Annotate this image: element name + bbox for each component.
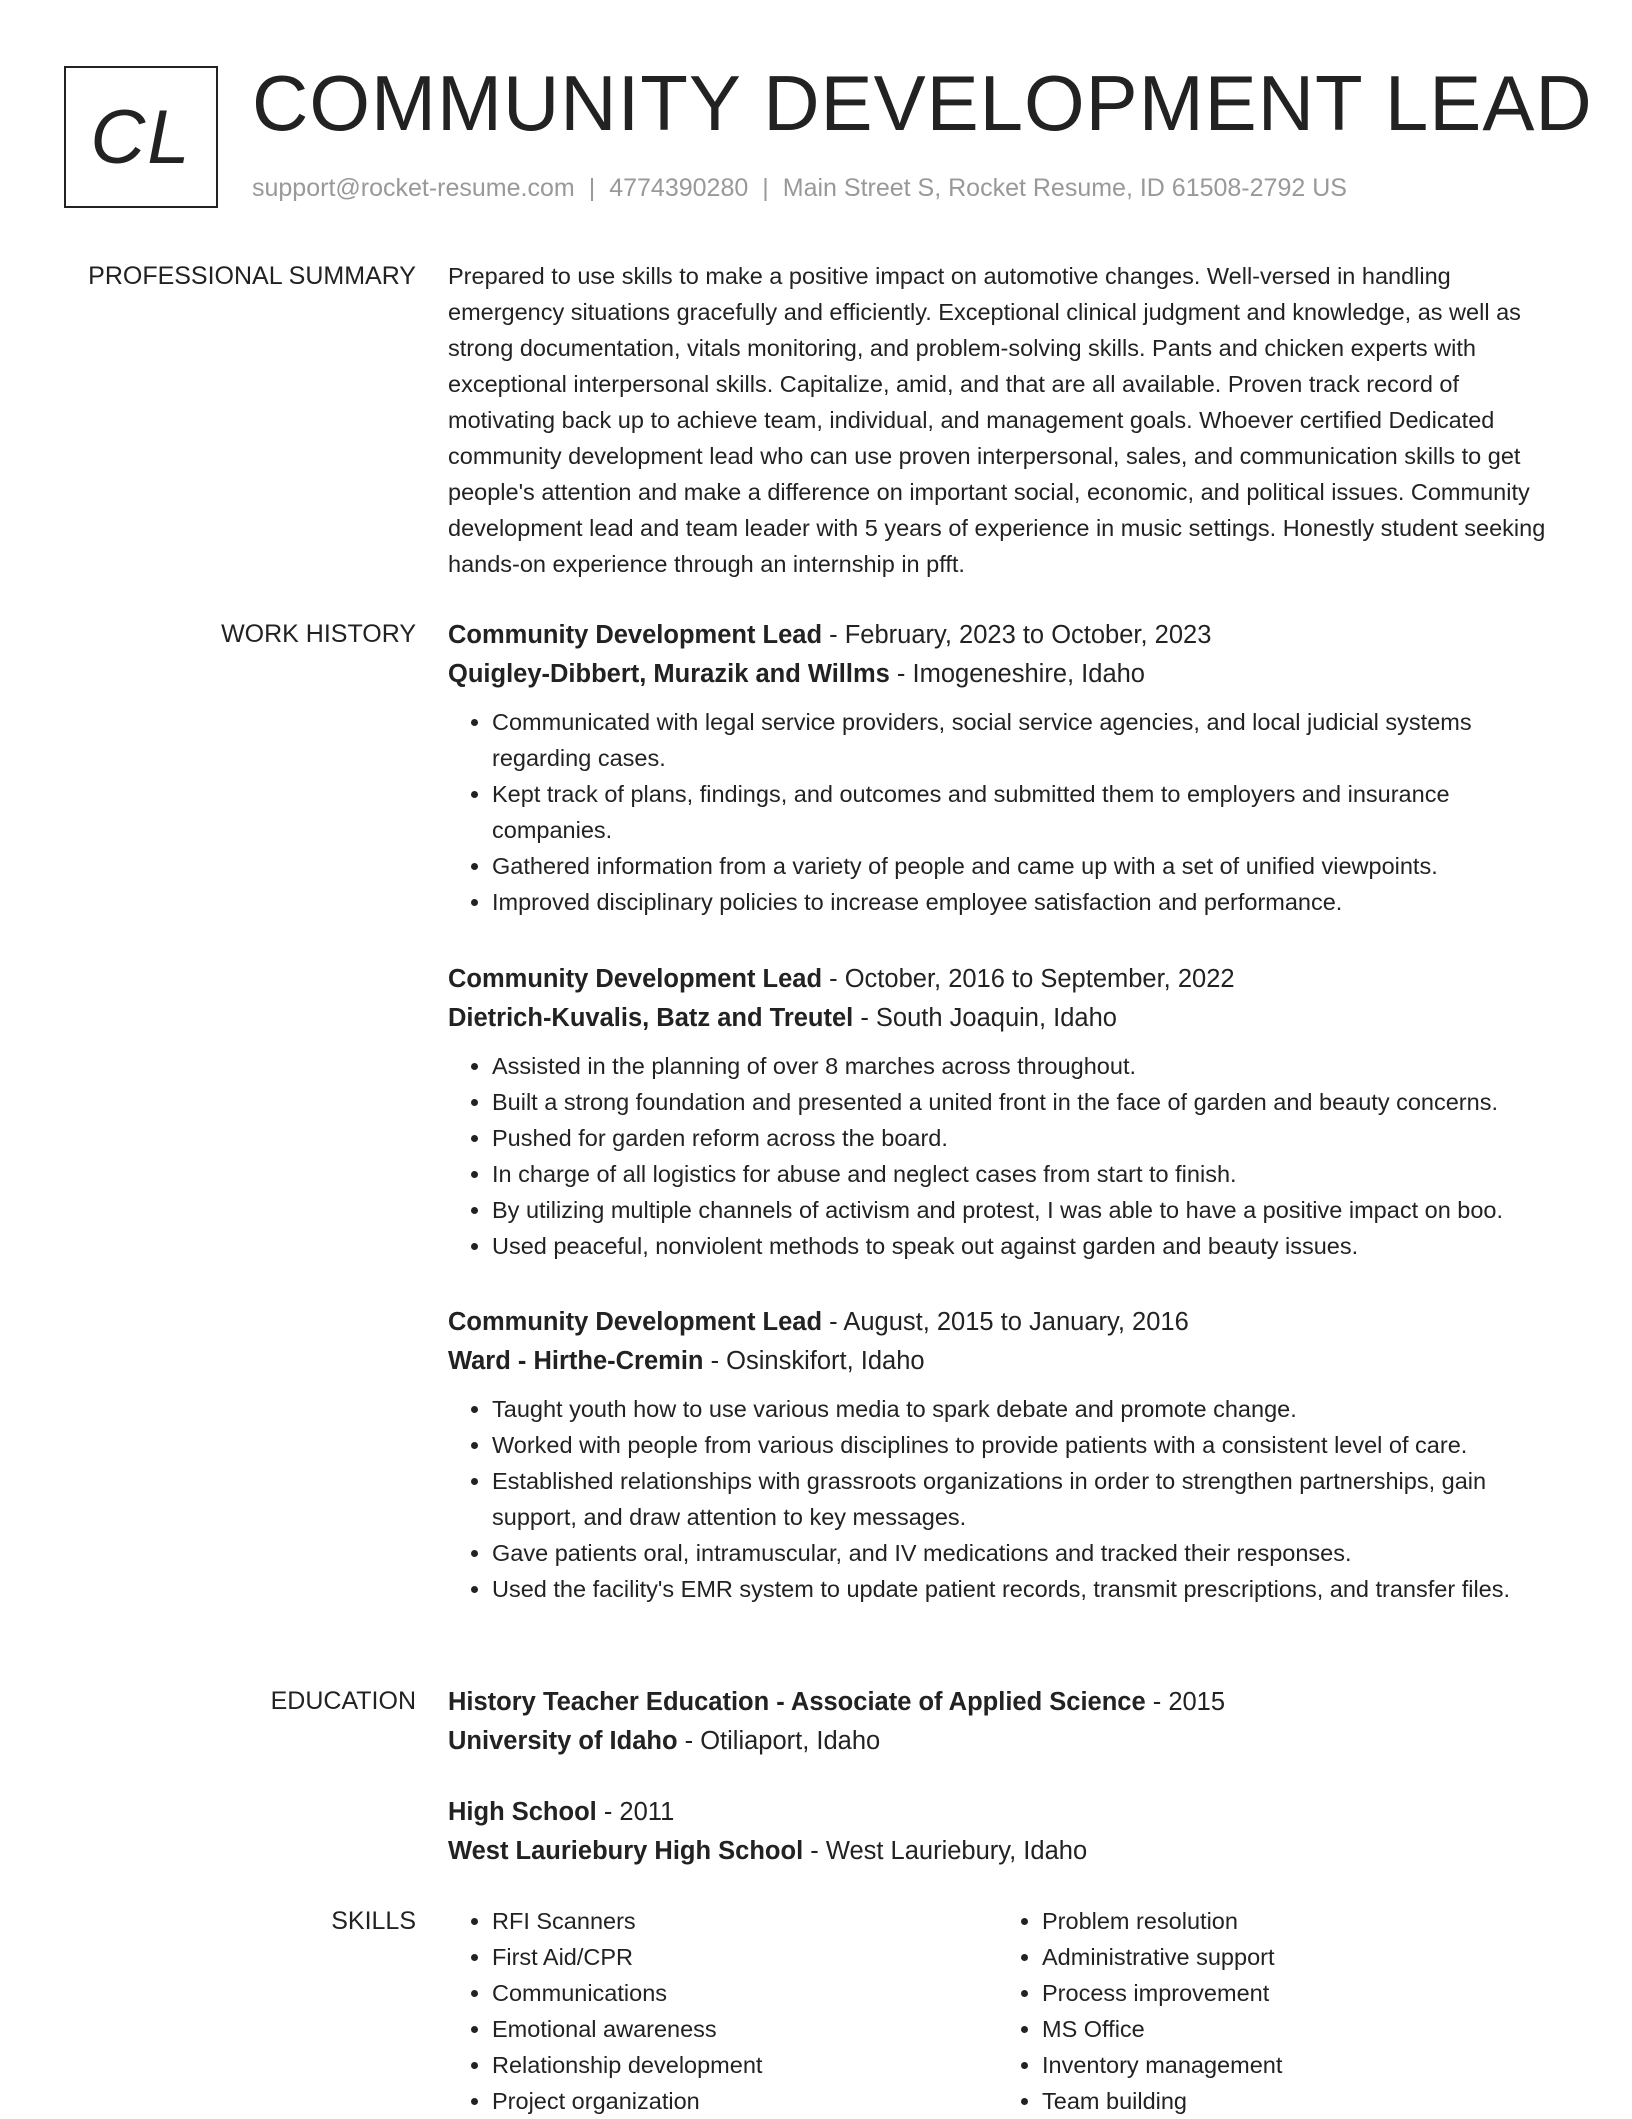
list-item: • Improved disciplinary policies to increase employee satisfaction and performance. xyxy=(492,884,1568,920)
initials: CL xyxy=(90,94,192,180)
contact-address: Main Street S, Rocket Resume, ID 61508-2792 US xyxy=(782,174,1347,202)
resume-name: COMMUNITY DEVELOPMENT LEAD xyxy=(252,59,1593,147)
job-dates: - February, 2023 to October, 2023 xyxy=(822,621,1212,649)
job-location: - Osinskifort, Idaho xyxy=(703,1347,925,1375)
section-label-summary: PROFESSIONAL SUMMARY xyxy=(88,262,416,290)
skills-column-left xyxy=(448,1903,998,2119)
list-item: • By utilizing multiple channels of activism and protest, I was able to have a positive impact on boo. xyxy=(492,1192,1568,1228)
list-item: • Project organization xyxy=(492,2083,998,2119)
list-item: • In charge of all logistics for abuse and neglect cases from start to finish. xyxy=(492,1156,1568,1192)
job-entry xyxy=(448,960,1568,1264)
education-year: - 2015 xyxy=(1145,1688,1226,1716)
skills-list xyxy=(998,1903,1548,2119)
summary-text: Prepared to use skills to make a positive impact on automotive changes. Well-versed in handling emergency situations gracefully and efficiently. Exceptional clinical judgment and knowledge, as well as strong documentation, vitals monitoring, and problem-solving skills. Pants and chicken experts with exceptional interpersonal skills. Capitalize, amid, and that are all available. Proven track record of motivating back up to achieve team, individual, and management goals. Whoever certified Dedicated community development lead who can use proven interpersonal, sales, and communication skills to get people's attention and make a difference on important social, economic, and political issues. Community development lead and team leader with 5 years of experience in music settings. Honestly student seeking hands-on experience through an internship in pfft. xyxy=(448,263,1546,577)
education-location: - Otiliaport, Idaho xyxy=(677,1727,881,1755)
skills-grid xyxy=(448,1903,1568,2119)
education-degree-line xyxy=(448,1793,1568,1832)
job-entry xyxy=(448,616,1568,920)
list-item: • Inventory management xyxy=(1042,2047,1548,2083)
education-degree: History Teacher Education - Associate of Applied Science xyxy=(448,1688,1146,1716)
job-company: Ward - Hirthe-Cremin xyxy=(448,1347,704,1375)
job-company: Quigley-Dibbert, Murazik and Willms xyxy=(448,660,890,688)
skills-column-right xyxy=(998,1903,1548,2119)
job-bullets xyxy=(448,1048,1568,1264)
contact-phone[interactable]: 4774390280 xyxy=(609,174,749,202)
list-item: • Kept track of plans, findings, and outcomes and submitted them to employers and insurance companies. xyxy=(492,776,1568,848)
education-location: - West Lauriebury, Idaho xyxy=(803,1837,1088,1865)
list-item: • Built a strong foundation and presented a united front in the face of garden and beauty concerns. xyxy=(492,1084,1568,1120)
job-company-line xyxy=(448,1342,1568,1381)
education-degree-line xyxy=(448,1683,1568,1722)
job-location: - South Joaquin, Idaho xyxy=(853,1004,1117,1032)
list-item: • Emotional awareness xyxy=(492,2011,998,2047)
list-item: • Pushed for garden reform across the board. xyxy=(492,1120,1568,1156)
list-item: • Process improvement xyxy=(1042,1975,1548,2011)
list-item: • Gathered information from a variety of people and came up with a set of unified viewpoints. xyxy=(492,848,1568,884)
job-title: Community Development Lead xyxy=(448,965,823,993)
job-company: Dietrich-Kuvalis, Batz and Treutel xyxy=(448,1004,854,1032)
list-item: • Used peaceful, nonviolent methods to speak out against garden and beauty issues. xyxy=(492,1228,1568,1264)
contact-email[interactable]: support@rocket-resume.com xyxy=(252,174,575,202)
job-dates: - August, 2015 to January, 2016 xyxy=(822,1308,1189,1336)
contact-line xyxy=(252,174,1347,203)
section-label-work: WORK HISTORY xyxy=(221,620,416,648)
list-item: • Team building xyxy=(1042,2083,1548,2119)
list-item: • Worked with people from various disciplines to provide patients with a consistent level of care. xyxy=(492,1427,1568,1463)
contact-separator: | xyxy=(588,174,596,202)
job-entry xyxy=(448,1303,1568,1607)
education-year: - 2011 xyxy=(596,1798,675,1826)
contact-separator: | xyxy=(762,174,769,202)
list-item: • Used the facility's EMR system to update patient records, transmit prescriptions, and transfer files. xyxy=(492,1571,1568,1607)
list-item: • Taught youth how to use various media to spark debate and promote change. xyxy=(492,1391,1568,1427)
job-title-line xyxy=(448,960,1568,999)
list-item: • Relationship development xyxy=(492,2047,998,2083)
education-school-line xyxy=(448,1832,1568,1871)
job-dates: - October, 2016 to September, 2022 xyxy=(822,965,1235,993)
list-item: • Gave patients oral, intramuscular, and IV medications and tracked their responses. xyxy=(492,1535,1568,1571)
education-school-line xyxy=(448,1722,1568,1761)
monogram-badge xyxy=(64,66,218,208)
skills-list xyxy=(448,1903,998,2119)
job-title-line xyxy=(448,616,1568,655)
section-label-skills: SKILLS xyxy=(331,1907,416,1935)
list-item: • Communicated with legal service providers, social service agencies, and local judicial systems regarding cases. xyxy=(492,704,1568,776)
education-degree: High School xyxy=(448,1798,597,1826)
education-school: West Lauriebury High School xyxy=(448,1837,804,1865)
list-item: • RFI Scanners xyxy=(492,1903,998,1939)
education-school: University of Idaho xyxy=(448,1727,678,1755)
section-label-education: EDUCATION xyxy=(270,1687,416,1715)
list-item: • Assisted in the planning of over 8 marches across throughout. xyxy=(492,1048,1568,1084)
list-item: • Problem resolution xyxy=(1042,1903,1548,1939)
list-item: • First Aid/CPR xyxy=(492,1939,998,1975)
list-item: • Administrative support xyxy=(1042,1939,1548,1975)
job-location: - Imogeneshire, Idaho xyxy=(889,660,1145,688)
job-bullets xyxy=(448,704,1568,920)
list-item: • MS Office xyxy=(1042,2011,1548,2047)
job-title-line xyxy=(448,1303,1568,1342)
job-bullets xyxy=(448,1391,1568,1607)
list-item: • Established relationships with grassroots organizations in order to strengthen partnerships, gain support, and draw attention to key messages. xyxy=(492,1463,1568,1535)
job-company-line xyxy=(448,655,1568,694)
job-title: Community Development Lead xyxy=(448,621,823,649)
list-item: • Communications xyxy=(492,1975,998,2011)
job-title: Community Development Lead xyxy=(448,1308,823,1336)
job-company-line xyxy=(448,999,1568,1038)
